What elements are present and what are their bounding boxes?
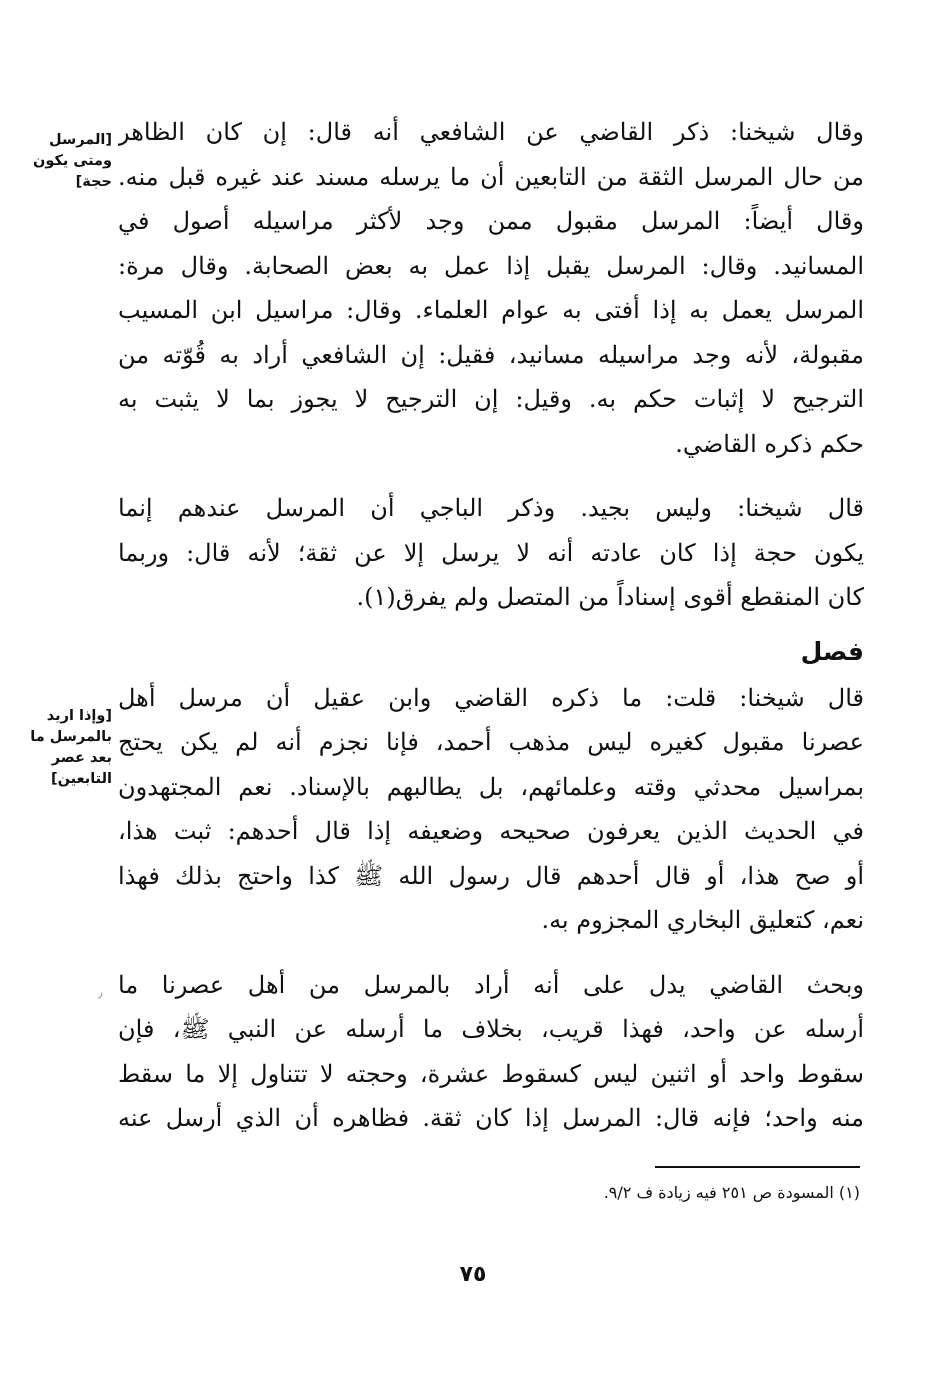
page-number: ٧٥ [459,1262,487,1287]
section-heading: فصل [800,636,864,666]
text-line: وبحث القاضي يدل على أنه أراد بالمرسل من أهل عصرنا ما [118,970,864,999]
footnote-divider [655,1166,860,1168]
text-line: عصرنا مقبول كغيره ليس مذهب أحمد، فإنا نجزم أنه لم يكن يحتج [118,728,864,756]
paragraph-4 [118,963,864,1141]
footnote: (١) المسودة ص ٢٥١ فيه زيادة ف ٩/٢. [603,1183,860,1202]
text-line: مقبولة، لأنه وجد مراسيله مسانيد، فقيل: إن الشافعي أراد به قُوّته من [118,340,864,369]
text-line: في الحديث الذين يعرفون صحيحه وضعيفه إذا قال أحدهم: ثبت هذا، [118,817,864,845]
text-line: أرسله عن واحد، فهذا قريب، بخلاف ما أرسله عن النبي ﷺ، فإن [118,1015,864,1043]
text-line: قال شيخنا: وليس بجيد. وذكر الباجي أن المرسل عندهم إنما [118,494,864,522]
text-line: المرسل يعمل به إذا أفتى به عوام العلماء. وقال: مراسيل ابن المسيب [118,296,864,324]
margin-note-mursal-hujja [16,130,112,193]
margin-note-line: ومتى يكون [33,153,112,169]
paragraph-1 [118,110,864,466]
text-line: من حال المرسل الثقة من التابعين أن ما يرسله مسند عند غيره قبل منه. [118,162,864,191]
text-line: المسانيد. وقال: المرسل يقبل إذا عمل به بعض الصحابة. وقال مرة: [118,251,864,280]
margin-note-line: [وإذا اريد [46,708,112,724]
paragraph-3 [118,676,864,943]
text-line: سقوط واحد أو اثنين ليس كسقوط عشرة، وحجته لا تتناول إلا ما سقط [118,1059,864,1088]
text-line: يكون حجة إذا كان عادته أنه لا يرسل إلا عن ثقة؛ لأنه قال: وربما [118,538,864,567]
text-line: نعم، كتعليق البخاري المجزوم به. [541,906,864,934]
margin-note-line: [المرسل [49,132,112,148]
text-line: وقال شيخنا: ذكر القاضي عن الشافعي أنه قال: إن كان الظاهر [118,118,864,146]
text-line: وقال أيضاً: المرسل مقبول ممن وجد لأكثر مراسيله أصول في [118,207,864,235]
text-line: قال شيخنا: قلت: ما ذكره القاضي وابن عقيل أن مرسل أهل [118,683,864,712]
text-line: بمراسيل محدثي وقته وعلمائهم، بل يطالبهم بالإسناد. نعم المجتهدون [118,772,864,801]
text-line: أو صح هذا، أو قال أحدهم قال رسول الله ﷺ كذا واحتج بذلك فهذا [118,861,864,890]
text-line: الترجيح لا إثبات حكم به. وقيل: إن الترجيح لا يجوز بما لا يثبت به [118,385,864,413]
margin-note-after-tabiin [16,706,112,790]
paragraph-2 [118,486,864,620]
text-line: منه واحد؛ فإنه قال: المرسل إذا كان ثقة. فظاهره أن الذي أرسل عنه [118,1104,864,1132]
text-line: كان المنقطع أقوى إسناداً من المتصل ولم يفرق(١). [356,583,864,611]
margin-note-line: بالمرسل ما [30,729,112,745]
margin-note-line: حجة] [75,174,112,190]
stray-mark: ٫ [98,985,103,1001]
margin-note-line: بعد عصر [51,750,112,766]
margin-note-line: التابعين] [50,771,112,787]
main-text [118,110,864,1141]
text-line: حكم ذكره القاضي. [675,429,864,458]
